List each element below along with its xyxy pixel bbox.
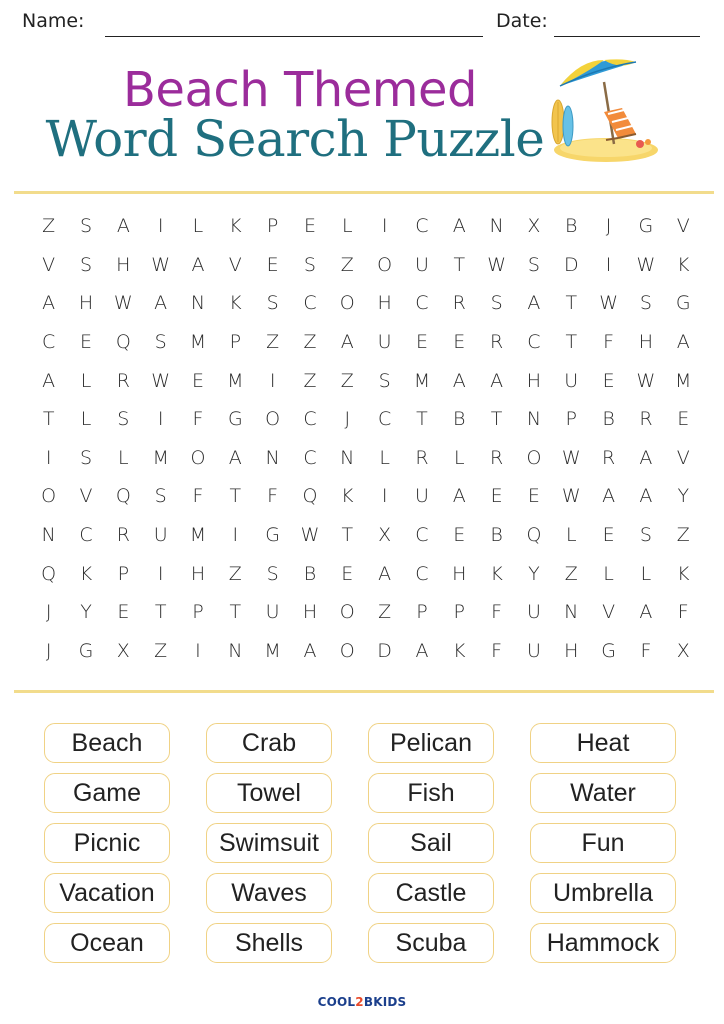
grid-letter[interactable]: W [151, 253, 171, 276]
grid-letter[interactable]: H [377, 292, 392, 315]
grid-letter[interactable]: T [490, 408, 503, 431]
grid-letter[interactable]: D [377, 639, 392, 662]
grid-letter[interactable]: F [640, 639, 652, 662]
word-item: Game [44, 773, 170, 813]
grid-letter[interactable]: G [675, 292, 691, 315]
name-label: Name: [22, 10, 85, 32]
grid-letter[interactable]: A [527, 292, 541, 315]
grid-letter[interactable]: H [190, 562, 206, 585]
grid-letter[interactable]: L [192, 215, 204, 238]
word-item: Pelican [368, 723, 494, 763]
grid-letter[interactable]: Z [266, 331, 280, 354]
name-field[interactable] [105, 36, 483, 37]
grid-letter[interactable]: L [118, 446, 129, 469]
grid-letter[interactable]: V [79, 485, 93, 508]
grid-letter[interactable]: O [339, 639, 355, 662]
grid-letter[interactable]: W [636, 253, 656, 276]
grid-row [30, 323, 702, 362]
grid-letter[interactable]: C [377, 408, 392, 431]
grid-letter[interactable]: I [157, 215, 164, 238]
grid-letter[interactable]: W [636, 369, 656, 392]
grid-letter[interactable]: O [339, 601, 355, 624]
grid-letter[interactable]: M [189, 524, 207, 547]
grid-letter[interactable]: E [453, 524, 466, 547]
grid-letter[interactable]: P [453, 601, 465, 624]
grid-letter[interactable]: E [191, 369, 204, 392]
grid-letter[interactable]: I [269, 369, 276, 392]
grid-letter[interactable]: G [227, 408, 243, 431]
grid-letter[interactable]: K [79, 562, 93, 585]
grid-letter[interactable]: F [603, 331, 615, 354]
grid-letter[interactable]: F [267, 485, 279, 508]
grid-letter[interactable]: A [340, 331, 354, 354]
grid-letter[interactable]: R [490, 331, 504, 354]
grid-letter[interactable]: R [415, 446, 429, 469]
word-item: Picnic [44, 823, 170, 863]
grid-letter[interactable]: Z [303, 331, 317, 354]
grid-letter[interactable]: X [116, 639, 130, 662]
grid-letter[interactable]: I [232, 524, 239, 547]
grid-letter[interactable]: R [116, 369, 130, 392]
title-line-1: Beach Themed [123, 62, 477, 118]
grid-letter[interactable]: U [153, 524, 168, 547]
grid-letter[interactable]: T [565, 331, 578, 354]
grid-letter[interactable]: S [154, 485, 167, 508]
grid-letter[interactable]: M [264, 639, 281, 662]
word-item: Fish [368, 773, 494, 813]
grid-letter[interactable]: L [80, 408, 92, 431]
grid-letter[interactable]: A [116, 215, 130, 238]
word-item: Heat [530, 723, 676, 763]
word-item: Waves [206, 873, 332, 913]
date-label: Date: [496, 10, 548, 32]
grid-letter[interactable]: K [453, 639, 466, 662]
grid-letter[interactable]: M [189, 331, 207, 354]
grid-row [30, 477, 702, 516]
grid-letter[interactable]: P [266, 215, 279, 238]
grid-letter[interactable]: U [414, 253, 429, 276]
grid-letter[interactable]: E [341, 562, 354, 585]
grid-letter[interactable]: C [415, 292, 429, 315]
grid-letter[interactable]: W [599, 292, 618, 315]
grid-letter[interactable]: R [116, 524, 130, 547]
grid-letter[interactable]: S [79, 215, 93, 238]
grid-letter[interactable]: O [265, 408, 281, 431]
grid-letter[interactable]: A [490, 369, 504, 392]
grid-letter[interactable]: O [190, 446, 206, 469]
grid-letter[interactable]: H [564, 639, 579, 662]
grid-letter[interactable]: E [303, 215, 316, 238]
grid-letter[interactable]: V [228, 253, 242, 276]
grid-letter[interactable]: A [452, 215, 466, 238]
grid-letter[interactable]: Z [228, 562, 242, 585]
grid-letter[interactable]: Z [154, 639, 168, 662]
grid-letter[interactable]: V [42, 253, 56, 276]
grid-letter[interactable]: Q [115, 485, 131, 508]
bottom-divider [14, 690, 714, 693]
grid-letter[interactable]: M [675, 369, 692, 392]
word-item: Beach [44, 723, 170, 763]
grid-letter[interactable]: F [491, 639, 503, 662]
grid-letter[interactable]: W [487, 253, 506, 276]
grid-letter[interactable]: Z [564, 562, 578, 585]
grid-letter[interactable]: R [452, 292, 466, 315]
grid-letter[interactable]: E [602, 524, 615, 547]
grid-letter[interactable]: R [639, 408, 653, 431]
grid-letter[interactable]: P [229, 331, 242, 354]
grid-letter[interactable]: U [526, 601, 541, 624]
word-item: Umbrella [530, 873, 676, 913]
cool2bkids-logo: COOL2BKIDS [317, 995, 407, 1009]
word-item: Crab [206, 723, 332, 763]
grid-letter[interactable]: B [565, 215, 578, 238]
grid-letter[interactable]: B [303, 562, 317, 585]
grid-letter[interactable]: I [381, 485, 388, 508]
grid-letter[interactable]: N [489, 215, 504, 238]
grid-letter[interactable]: T [42, 408, 55, 431]
grid-letter[interactable]: S [266, 562, 279, 585]
grid-row [30, 361, 702, 400]
grid-letter[interactable]: O [41, 485, 57, 508]
grid-letter[interactable]: A [191, 253, 205, 276]
grid-letter[interactable]: T [341, 524, 354, 547]
grid-row [30, 246, 702, 285]
grid-letter[interactable]: L [453, 446, 465, 469]
grid-letter[interactable]: S [154, 331, 167, 354]
grid-letter[interactable]: J [45, 639, 52, 662]
grid-letter[interactable]: S [266, 292, 279, 315]
grid-letter[interactable]: N [228, 639, 243, 662]
grid-row [30, 516, 702, 555]
grid-letter[interactable]: S [490, 292, 503, 315]
word-item: Scuba [368, 923, 494, 963]
grid-letter[interactable]: G [78, 639, 94, 662]
grid-letter[interactable]: T [416, 408, 428, 431]
grid-letter[interactable]: K [677, 562, 690, 585]
word-item: Castle [368, 873, 494, 913]
grid-letter[interactable]: Z [340, 369, 354, 392]
grid-letter[interactable]: T [453, 253, 466, 276]
word-item: Hammock [530, 923, 676, 963]
grid-letter[interactable]: K [677, 253, 690, 276]
grid-letter[interactable]: P [565, 408, 577, 431]
grid-letter[interactable]: T [154, 601, 167, 624]
grid-letter[interactable]: W [113, 292, 133, 315]
grid-letter[interactable]: Y [528, 562, 540, 585]
grid-letter[interactable]: A [452, 369, 466, 392]
grid-letter[interactable]: L [379, 446, 390, 469]
grid-letter[interactable]: A [639, 446, 653, 469]
date-field[interactable] [554, 36, 700, 37]
grid-letter[interactable]: A [42, 292, 56, 315]
grid-letter[interactable]: U [414, 485, 429, 508]
grid-letter[interactable]: E [490, 485, 503, 508]
grid-letter[interactable]: I [195, 639, 201, 662]
grid-letter[interactable]: Q [115, 331, 131, 354]
grid-letter[interactable]: C [42, 331, 56, 354]
letter-grid [30, 207, 702, 670]
title-line-2: Word Search Puzzle [45, 110, 545, 168]
grid-letter[interactable]: N [564, 601, 579, 624]
grid-letter[interactable]: T [565, 292, 578, 315]
grid-letter[interactable]: Y [677, 485, 690, 508]
grid-letter[interactable]: C [527, 331, 541, 354]
grid-letter[interactable]: A [676, 331, 690, 354]
grid-letter[interactable]: B [602, 408, 615, 431]
grid-letter[interactable]: C [303, 292, 317, 315]
grid-letter[interactable]: I [45, 446, 52, 469]
grid-letter[interactable]: C [303, 408, 317, 431]
grid-letter[interactable]: A [378, 562, 392, 585]
grid-letter[interactable]: L [341, 215, 353, 238]
word-item: Swimsuit [206, 823, 332, 863]
grid-letter[interactable]: J [605, 215, 612, 238]
grid-letter[interactable]: U [265, 601, 280, 624]
grid-letter[interactable]: A [639, 601, 653, 624]
grid-letter[interactable]: I [381, 215, 388, 238]
grid-letter[interactable]: H [116, 253, 131, 276]
grid-letter[interactable]: Q [41, 562, 57, 585]
grid-letter[interactable]: A [452, 485, 466, 508]
word-item: Fun [530, 823, 676, 863]
grid-letter[interactable]: G [265, 524, 280, 547]
grid-letter[interactable]: A [639, 485, 653, 508]
grid-letter[interactable]: K [229, 292, 242, 315]
grid-letter[interactable]: A [303, 639, 317, 662]
grid-letter[interactable]: W [300, 524, 320, 547]
grid-letter[interactable]: Z [303, 369, 317, 392]
grid-letter[interactable]: M [227, 369, 244, 392]
grid-letter[interactable]: S [639, 524, 652, 547]
grid-letter[interactable]: V [676, 446, 690, 469]
grid-letter[interactable]: D [563, 253, 579, 276]
grid-letter[interactable]: S [527, 253, 540, 276]
grid-row [30, 554, 702, 593]
grid-letter[interactable]: F [192, 408, 204, 431]
grid-letter[interactable]: W [151, 369, 171, 392]
grid-letter[interactable]: A [154, 292, 168, 315]
grid-letter[interactable]: K [229, 215, 242, 238]
grid-letter[interactable]: L [640, 562, 652, 585]
grid-letter[interactable]: N [190, 292, 206, 315]
grid-letter[interactable]: M [152, 446, 169, 469]
grid-letter[interactable]: J [45, 601, 52, 624]
word-item: Shells [206, 923, 332, 963]
grid-letter[interactable]: Q [302, 485, 318, 508]
grid-letter[interactable]: U [564, 369, 579, 392]
grid-letter[interactable]: N [340, 446, 355, 469]
grid-letter[interactable]: C [415, 562, 429, 585]
grid-letter[interactable]: S [378, 369, 391, 392]
grid-row [30, 400, 702, 439]
grid-letter[interactable]: Z [42, 215, 56, 238]
grid-letter[interactable]: C [415, 215, 429, 238]
grid-letter[interactable]: S [117, 408, 130, 431]
grid-letter[interactable]: S [79, 253, 93, 276]
grid-letter[interactable]: T [229, 485, 242, 508]
grid-letter[interactable]: U [377, 331, 392, 354]
grid-letter[interactable]: Z [676, 524, 690, 547]
grid-letter[interactable]: P [416, 601, 428, 624]
grid-letter[interactable]: I [605, 253, 612, 276]
grid-letter[interactable]: A [228, 446, 242, 469]
grid-letter[interactable]: R [601, 446, 616, 469]
word-list [44, 723, 684, 963]
grid-letter[interactable]: G [601, 639, 616, 662]
grid-letter[interactable]: T [229, 601, 242, 624]
top-divider [14, 191, 714, 194]
grid-letter[interactable]: N [265, 446, 280, 469]
grid-row [30, 207, 702, 246]
grid-letter[interactable]: B [490, 524, 503, 547]
grid-letter[interactable]: Z [340, 253, 354, 276]
grid-letter[interactable]: E [415, 331, 428, 354]
grid-letter[interactable]: Y [80, 601, 92, 624]
grid-letter[interactable]: O [377, 253, 393, 276]
grid-letter[interactable]: E [266, 253, 279, 276]
grid-letter[interactable]: H [526, 369, 542, 392]
word-item: Sail [368, 823, 494, 863]
grid-letter[interactable]: N [41, 524, 56, 547]
grid-letter[interactable]: S [639, 292, 652, 315]
grid-letter[interactable]: K [490, 562, 503, 585]
grid-letter[interactable]: V [676, 215, 690, 238]
grid-letter[interactable]: R [490, 446, 504, 469]
grid-letter[interactable]: H [302, 601, 318, 624]
grid-letter[interactable]: G [638, 215, 654, 238]
grid-letter[interactable]: L [80, 369, 92, 392]
grid-letter[interactable]: E [602, 369, 615, 392]
grid-letter[interactable]: S [303, 253, 316, 276]
grid-letter[interactable]: A [415, 639, 429, 662]
grid-letter[interactable]: P [192, 601, 204, 624]
grid-letter[interactable]: F [491, 601, 503, 624]
grid-letter[interactable]: E [677, 408, 690, 431]
grid-letter[interactable]: B [453, 408, 466, 431]
grid-letter[interactable]: H [452, 562, 467, 585]
grid-letter[interactable]: K [341, 485, 354, 508]
grid-letter[interactable]: X [378, 524, 392, 547]
grid-letter[interactable]: I [157, 408, 164, 431]
grid-row [30, 439, 702, 478]
grid-letter[interactable]: X [676, 639, 690, 662]
grid-letter[interactable]: A [42, 369, 56, 392]
grid-letter[interactable]: H [78, 292, 94, 315]
grid-letter[interactable]: W [561, 446, 581, 469]
grid-letter[interactable]: N [526, 408, 542, 431]
word-item: Ocean [44, 923, 170, 963]
grid-letter[interactable]: C [303, 446, 317, 469]
word-item: Towel [206, 773, 332, 813]
grid-letter[interactable]: E [79, 331, 92, 354]
grid-letter[interactable]: E [453, 331, 466, 354]
grid-letter[interactable]: I [157, 562, 164, 585]
word-item: Water [530, 773, 676, 813]
grid-letter[interactable]: H [638, 331, 654, 354]
word-item: Vacation [44, 873, 170, 913]
grid-letter[interactable]: S [79, 446, 93, 469]
grid-letter[interactable]: C [79, 524, 93, 547]
grid-letter[interactable]: O [526, 446, 542, 469]
grid-letter[interactable]: W [561, 485, 581, 508]
grid-letter[interactable]: J [344, 408, 351, 431]
grid-letter[interactable]: P [117, 562, 130, 585]
grid-letter[interactable]: O [339, 292, 355, 315]
beach-umbrella-chair-icon [544, 52, 662, 166]
grid-letter[interactable]: C [415, 524, 429, 547]
grid-letter[interactable]: E [527, 485, 540, 508]
grid-letter[interactable]: F [677, 601, 689, 624]
grid-letter[interactable]: M [413, 369, 431, 392]
grid-letter[interactable]: X [527, 215, 541, 238]
grid-letter[interactable]: L [603, 562, 614, 585]
grid-letter[interactable]: A [602, 485, 616, 508]
grid-letter[interactable]: F [192, 485, 204, 508]
grid-letter[interactable]: E [117, 601, 130, 624]
grid-letter[interactable]: L [565, 524, 577, 547]
grid-letter[interactable]: Z [378, 601, 392, 624]
grid-letter[interactable]: Q [526, 524, 542, 547]
grid-row [30, 284, 702, 323]
grid-row [30, 593, 702, 632]
grid-letter[interactable]: U [526, 639, 541, 662]
grid-letter[interactable]: V [602, 601, 616, 624]
grid-row [30, 632, 702, 671]
